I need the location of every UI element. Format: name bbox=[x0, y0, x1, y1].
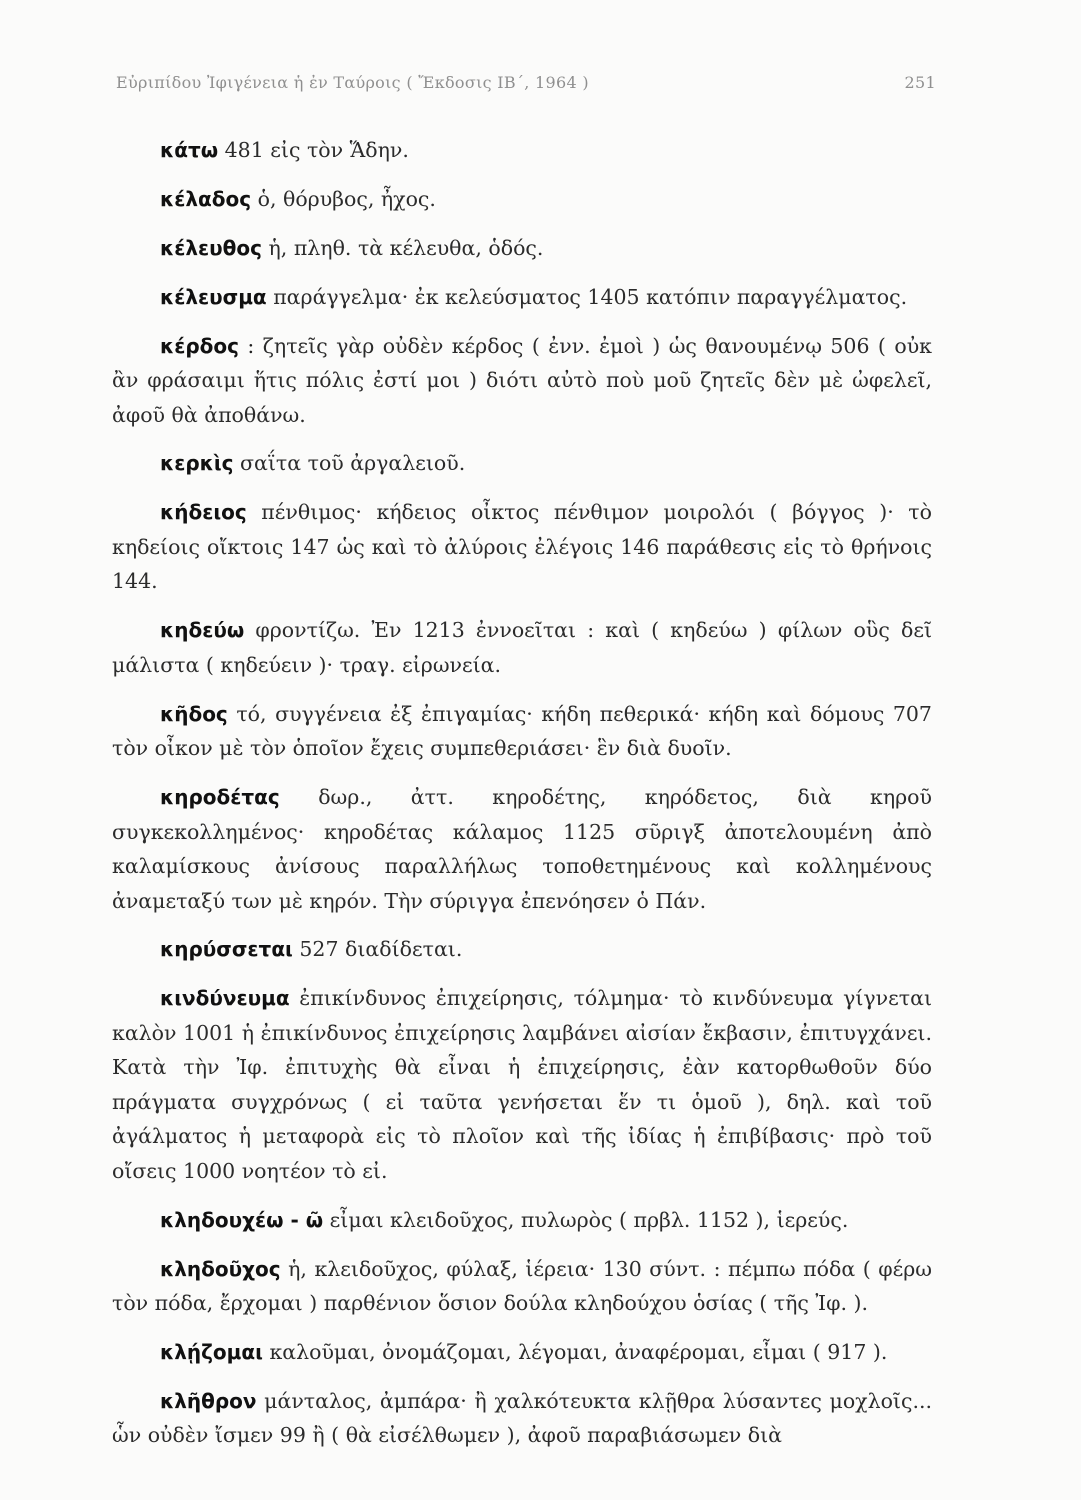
glossary-entry bbox=[112, 613, 932, 682]
glossary-entry bbox=[112, 1384, 932, 1453]
entry-headword: κάτω bbox=[160, 138, 219, 162]
glossary-entry bbox=[112, 1335, 932, 1370]
entry-definition: μάνταλος, ἀμπάρα· ἢ χαλκότευκτα κλῇθρα λύσαντες μοχλοῖς... ὧν οὐδὲν ἴσμεν 99 ἢ ( θὰ εἰσέλθωμεν ), ἀφοῦ παραβιάσωμεν διὰ bbox=[112, 1388, 932, 1448]
entry-headword: κέλευσμα bbox=[160, 284, 267, 309]
entry-definition: ὁ, θόρυβος, ἦχος. bbox=[257, 186, 436, 211]
book-title-header: Εὐριπίδου Ἰφιγένεια ἡ ἐν Ταύροις ( Ἔκδοσις ΙΒ΄, 1964 ) bbox=[116, 73, 589, 92]
entry-headword: κέρδος bbox=[160, 333, 239, 358]
entry-headword: κηδεύω bbox=[160, 618, 245, 643]
glossary-entry bbox=[112, 182, 932, 217]
glossary-entry bbox=[112, 495, 932, 599]
glossary-entry bbox=[112, 1252, 932, 1321]
entry-definition: δωρ., ἀττ. κηροδέτης, κηρόδετος, διὰ κηροῦ συγκεκολλημένος· κηροδέτας κάλαμος 1125 σῦριγξ ἀποτελουμένη ἀπὸ καλαμίσκους ἀνίσους παραλλήλως τοποθετημένους καὶ κολλημένους ἀναμεταξύ των μὲ κηρόν. Τὴν σύριγγα ἐπενόησεν ὁ Πάν. bbox=[112, 785, 932, 913]
entry-definition: 481 εἰς τὸν Ἅδην. bbox=[224, 138, 409, 162]
entry-definition: καλοῦμαι, ὀνομάζομαι, λέγομαι, ἀναφέρομαι, εἶμαι ( 917 ). bbox=[269, 1339, 888, 1364]
glossary-entries bbox=[112, 133, 932, 1467]
glossary-entry bbox=[112, 133, 932, 168]
entry-definition: εἶμαι κλειδοῦχος, πυλωρὸς ( πρβλ. 1152 ), ἱερεύς. bbox=[329, 1207, 849, 1232]
glossary-entry bbox=[112, 780, 932, 918]
entry-headword: κέλευθος bbox=[160, 235, 262, 260]
entry-headword: κληδοῦχος bbox=[160, 1256, 281, 1281]
entry-definition: ἡ, κλειδοῦχος, φύλαξ, ἱέρεια· 130 σύντ. : πέμπω πόδα ( φέρω τὸν πόδα, ἔρχομαι ) παρθένιον ὅσιον δούλα κληδούχου ὁσίας ( τῆς Ἰφ. ). bbox=[112, 1256, 932, 1316]
entry-definition: πένθιμος· κήδειος οἶκτος πένθιμον μοιρολόι ( βόγγος )· τὸ κηδείοις οἴκτοις 147 ὡς καὶ τὸ ἀλύροις ἐλέγοις 146 παράθεσις εἰς τὸ θρήνοις 144. bbox=[112, 500, 932, 594]
entry-headword: κινδύνευμα bbox=[160, 986, 290, 1011]
glossary-entry: κέρδος : ζητεῖς γὰρ οὐδὲν κέρδος ( ἐνν. ἐμοὶ ) ὡς θανουμένῳ 506 ( οὐκ ἂν φράσαιμι ἥτις πόλις ἐστί μοι ) διότι αὐτὸ ποὺ μοῦ ζητεῖς δὲν μὲ ὠφελεῖ, ἀφοῦ θὰ ἀποθάνω. bbox=[112, 333, 932, 427]
entry-headword: κέλαδος bbox=[160, 186, 252, 211]
entry-headword: κλῄζομαι bbox=[160, 1339, 263, 1364]
entry-definition: ἐπικίνδυνος ἐπιχείρησις, τόλμημα· τὸ κινδύνευμα γίγνεται καλὸν 1001 ἡ ἐπικίνδυνος ἐπιχείρησις λαμβάνει αἰσίαν ἔκβασιν, ἐπιτυγχάνει. Κατὰ τὴν Ἰφ. ἐπιτυχὴς θὰ εἶναι ἡ ἐπιχείρησις, ἐὰν κατορθωθοῦν δύο πράγματα συγχρόνως ( εἰ ταῦτα γενήσεται ἕν τι ὁμοῦ ), δηλ. καὶ τοῦ ἀγάλματος ἡ μεταφορὰ εἰς τὸ πλοῖον καὶ τῆς ἰδίας ἡ ἐπιβίβασις· πρὸ τοῦ οἴσεις 1000 νοητέον τὸ εἰ. bbox=[112, 986, 932, 1183]
entry-headword: κλῆθρον bbox=[160, 1388, 257, 1413]
glossary-entry bbox=[112, 932, 932, 967]
entry-definition: 527 διαδίδεται. bbox=[299, 937, 463, 962]
entry-headword: κηροδέτας bbox=[160, 785, 280, 810]
glossary-entry bbox=[112, 697, 932, 766]
entry-definition: τό, συγγένεια ἐξ ἐπιγαμίας· κήδη πεθερικά· κήδη καὶ δόμους 707 τὸν οἶκον μὲ τὸν ὁποῖον ἔχεις συμπεθεριάσει· ἓν διὰ δυοῖν. bbox=[112, 701, 932, 761]
entry-definition: ζητεῖς γὰρ οὐδὲν κέρδος ( ἐνν. ἐμοὶ ) ὡς θανουμένῳ 506 ( οὐκ ἂν φράσαιμι ἥτις πόλις ἐστί μοι ) διότι αὐτὸ ποὺ μοῦ ζητεῖς δὲν μὲ ὠφελεῖ, ἀφοῦ θὰ ἀποθάνω. bbox=[112, 333, 932, 427]
entry-headword: κερκὶς bbox=[160, 451, 234, 476]
entry-definition: παράγγελμα· ἐκ κελεύσματος 1405 κατόπιν παραγγέλματος. bbox=[273, 284, 908, 309]
entry-headword: κληδουχέω - ῶ bbox=[160, 1207, 324, 1232]
entry-definition: φροντίζω. Ἐν 1213 ἐννοεῖται : καὶ ( κηδεύω ) φίλων οὓς δεῖ μάλιστα ( κηδεύειν )· τραγ. εἰρωνεία. bbox=[112, 618, 932, 677]
glossary-entry bbox=[112, 231, 932, 266]
glossary-entry bbox=[112, 446, 932, 481]
glossary-entry bbox=[112, 1203, 932, 1238]
glossary-entry bbox=[112, 280, 932, 315]
entry-definition: ἡ, πληθ. τὰ κέλευθα, ὁδός. bbox=[268, 235, 544, 260]
entry-headword: κήδειος bbox=[160, 500, 247, 525]
entry-headword: κηρύσσεται bbox=[160, 937, 293, 962]
glossary-entry bbox=[112, 981, 932, 1188]
entry-headword: κῆδος bbox=[160, 701, 228, 726]
page-number: 251 bbox=[904, 73, 936, 92]
entry-definition: σαΐτα τοῦ ἀργαλειοῦ. bbox=[240, 451, 466, 476]
running-header bbox=[116, 73, 936, 99]
